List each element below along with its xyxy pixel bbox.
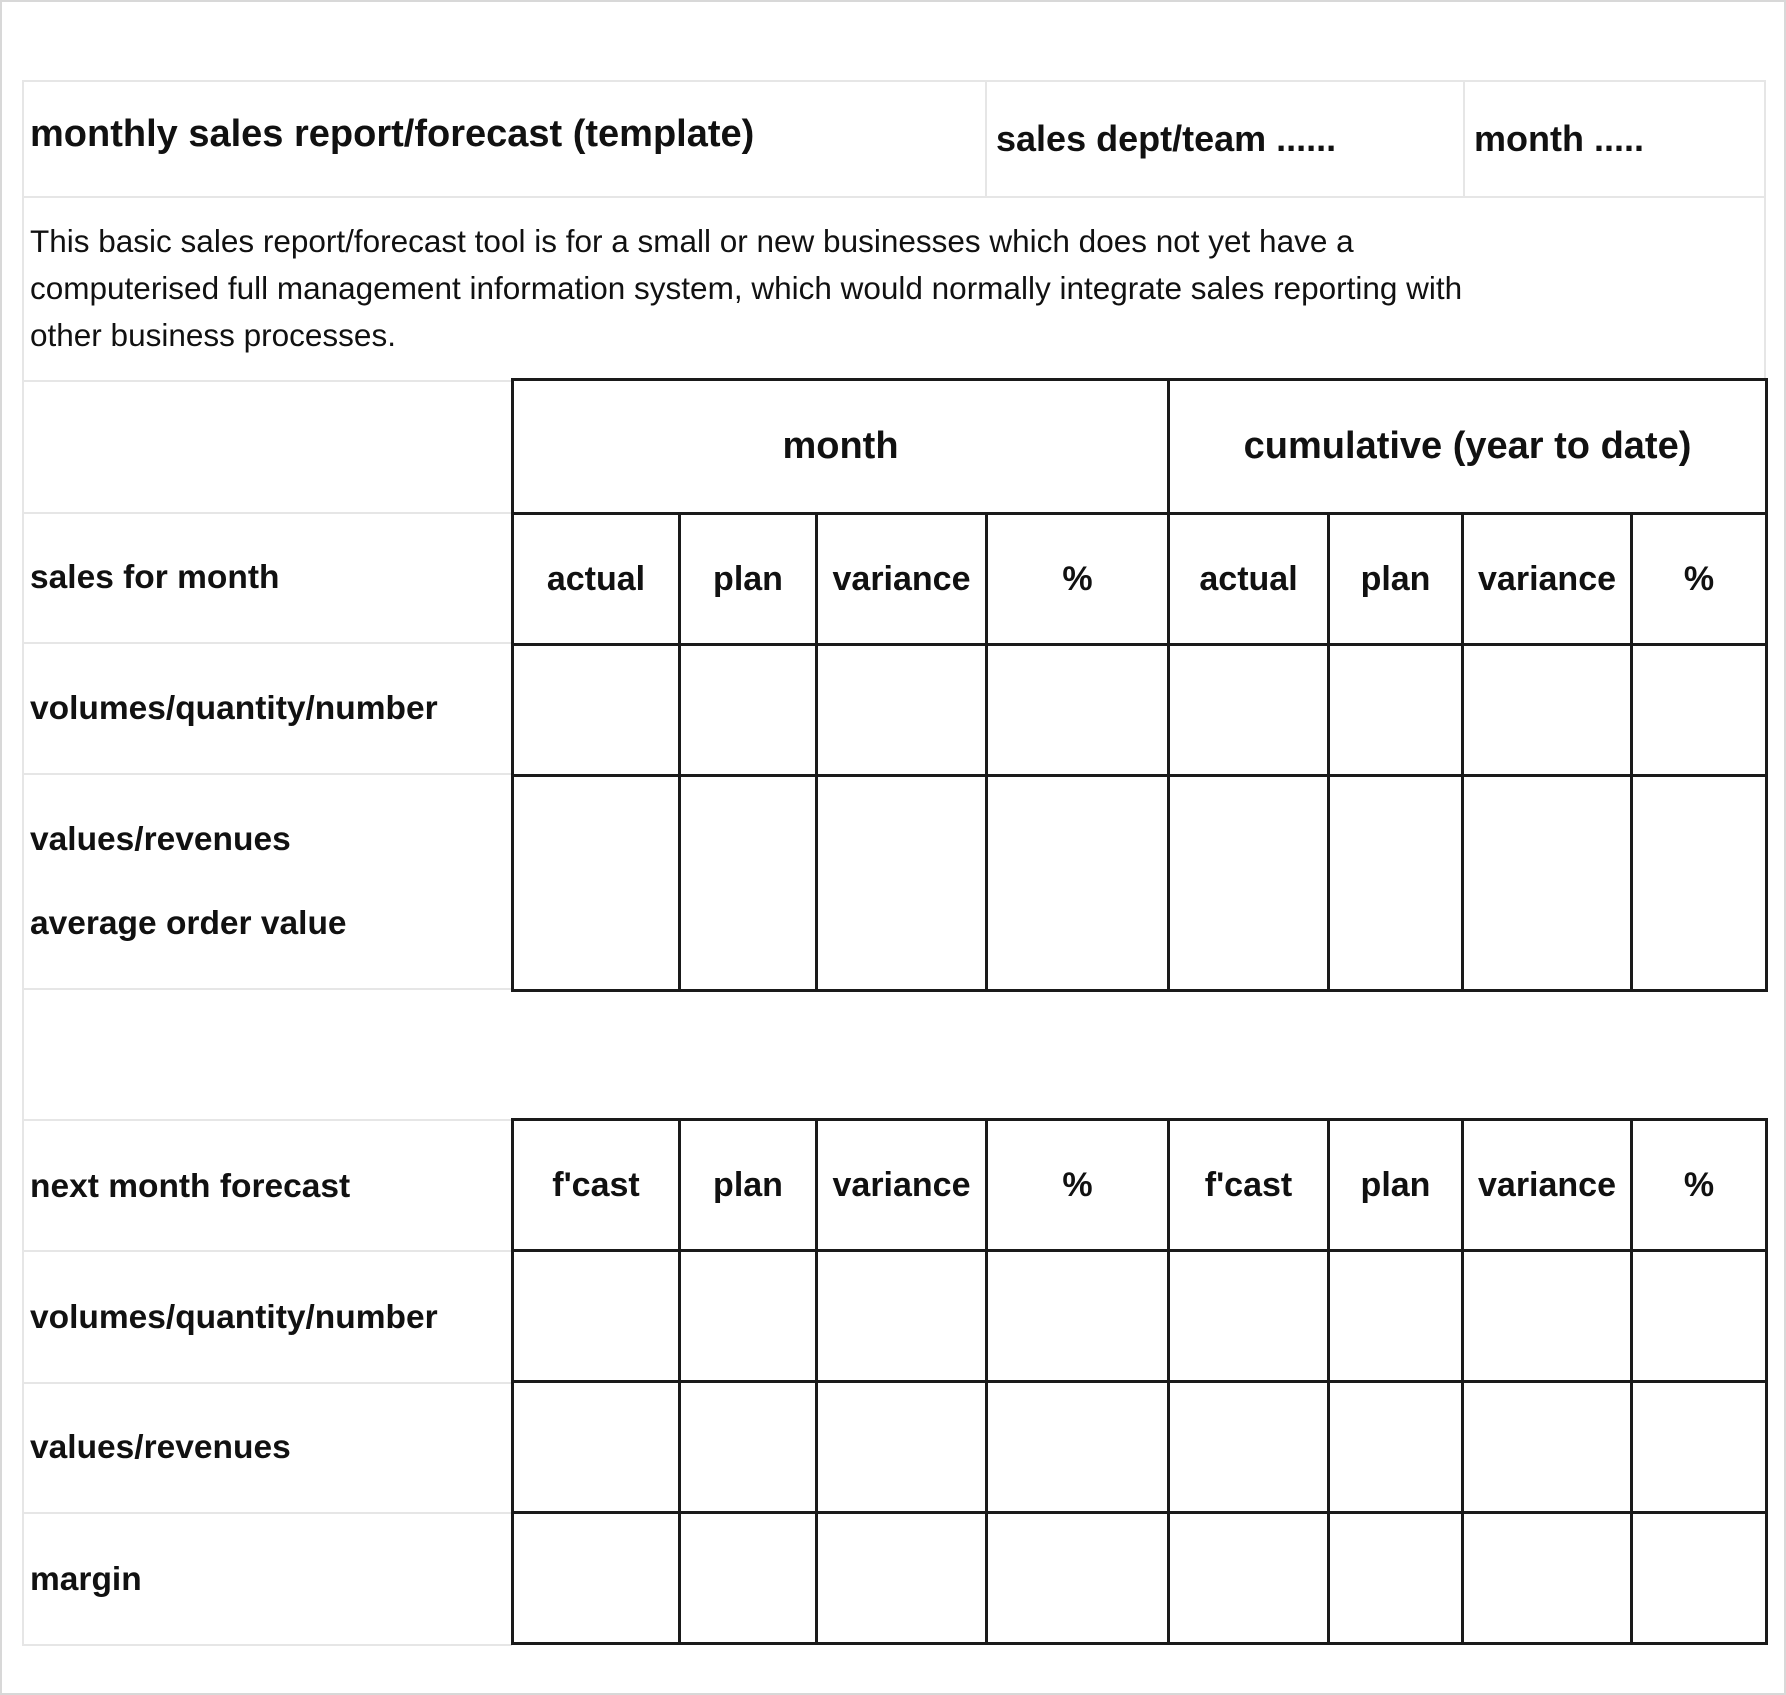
table-row-forecast-values	[513, 1382, 1767, 1513]
data-cell[interactable]	[1632, 645, 1767, 776]
data-cell[interactable]	[513, 776, 680, 991]
forecast-row-label-margin: margin	[30, 1561, 142, 1598]
data-cell[interactable]	[1463, 1513, 1632, 1644]
row-label-average-order: average order value	[30, 905, 347, 942]
gridline	[22, 196, 1764, 198]
forecast-table	[511, 1118, 1768, 1645]
gridline	[22, 1119, 512, 1121]
data-cell[interactable]	[1463, 1251, 1632, 1382]
column-header-ytd-percent: %	[1632, 514, 1767, 645]
data-cell[interactable]	[1329, 1251, 1463, 1382]
data-cell[interactable]	[817, 776, 987, 991]
header-row-label: sales for month	[30, 559, 280, 596]
data-cell[interactable]	[513, 645, 680, 776]
column-header-month-variance: variance	[817, 1120, 987, 1251]
data-cell[interactable]	[680, 1382, 817, 1513]
gridline	[22, 1644, 512, 1646]
column-header-month-plan: plan	[680, 1120, 817, 1251]
report-title: monthly sales report/forecast (template)	[30, 113, 755, 155]
data-cell[interactable]	[987, 645, 1169, 776]
data-cell[interactable]	[513, 1382, 680, 1513]
data-cell[interactable]	[817, 645, 987, 776]
sales-report-table	[511, 378, 1768, 992]
data-cell[interactable]	[1463, 776, 1632, 991]
data-cell[interactable]	[987, 1382, 1169, 1513]
data-cell[interactable]	[987, 776, 1169, 991]
gridline	[985, 80, 987, 196]
gridline	[22, 642, 512, 644]
gridline	[22, 1512, 512, 1514]
column-header-ytd-plan: plan	[1329, 514, 1463, 645]
data-cell[interactable]	[513, 1251, 680, 1382]
data-cell[interactable]	[1329, 776, 1463, 991]
table-row-forecast-volumes	[513, 1251, 1767, 1382]
gridline	[22, 512, 512, 514]
column-header-ytd-plan: plan	[1329, 1120, 1463, 1251]
table-row-values	[513, 776, 1767, 991]
table-row-volumes	[513, 645, 1767, 776]
data-cell[interactable]	[1169, 645, 1329, 776]
data-cell[interactable]	[1632, 776, 1767, 991]
data-cell[interactable]	[1169, 1382, 1329, 1513]
column-header-ytd-variance: variance	[1463, 514, 1632, 645]
data-cell[interactable]	[680, 776, 817, 991]
column-header-ytd-percent: %	[1632, 1120, 1767, 1251]
month-label: month .....	[1474, 118, 1644, 159]
data-cell[interactable]	[817, 1251, 987, 1382]
gridline	[22, 1382, 512, 1384]
gridline	[22, 80, 1764, 82]
data-cell[interactable]	[1632, 1382, 1767, 1513]
forecast-row-label-values: values/revenues	[30, 1429, 291, 1466]
column-header-ytd-fcast: f'cast	[1169, 1120, 1329, 1251]
group-header-row	[513, 380, 1767, 514]
data-cell[interactable]	[1463, 645, 1632, 776]
sales-dept-label: sales dept/team ......	[996, 118, 1337, 159]
gridline	[22, 1250, 512, 1252]
row-label-volumes: volumes/quantity/number	[30, 690, 438, 727]
gridline	[22, 988, 512, 990]
column-header-month-plan: plan	[680, 514, 817, 645]
data-cell[interactable]	[1329, 1513, 1463, 1644]
column-header-month-percent: %	[987, 1120, 1169, 1251]
data-cell[interactable]	[1329, 645, 1463, 776]
data-cell[interactable]	[1169, 1513, 1329, 1644]
table-row-forecast-margin	[513, 1513, 1767, 1644]
gridline	[22, 380, 512, 382]
column-header-month-percent: %	[987, 514, 1169, 645]
data-cell[interactable]	[817, 1382, 987, 1513]
data-cell[interactable]	[987, 1513, 1169, 1644]
group-header-cumulative: cumulative (year to date)	[1169, 380, 1767, 514]
column-header-month-actual: actual	[513, 514, 680, 645]
intro-paragraph: This basic sales report/forecast tool is for a small or new businesses which does not yet have a computerised full management information system, which would normally integrate sales reporting with other business processes.	[30, 223, 1463, 353]
data-cell[interactable]	[817, 1513, 987, 1644]
forecast-row-label-volumes: volumes/quantity/number	[30, 1299, 438, 1336]
row-label-values: values/revenues	[30, 821, 291, 858]
data-cell[interactable]	[680, 1513, 817, 1644]
gridline	[22, 80, 24, 1644]
data-cell[interactable]	[680, 1251, 817, 1382]
column-header-month-variance: variance	[817, 514, 987, 645]
column-header-ytd-variance: variance	[1463, 1120, 1632, 1251]
data-cell[interactable]	[1632, 1251, 1767, 1382]
gridline	[1463, 80, 1465, 196]
forecast-column-header-row	[513, 1120, 1767, 1251]
column-header-month-fcast: f'cast	[513, 1120, 680, 1251]
group-header-month: month	[513, 380, 1169, 514]
data-cell[interactable]	[1169, 776, 1329, 991]
column-header-row	[513, 514, 1767, 645]
data-cell[interactable]	[1329, 1382, 1463, 1513]
data-cell[interactable]	[1169, 1251, 1329, 1382]
data-cell[interactable]	[680, 645, 817, 776]
forecast-header-row-label: next month forecast	[30, 1168, 351, 1205]
column-header-ytd-actual: actual	[1169, 514, 1329, 645]
gridline	[22, 773, 512, 775]
data-cell[interactable]	[1463, 1382, 1632, 1513]
data-cell[interactable]	[987, 1251, 1169, 1382]
data-cell[interactable]	[1632, 1513, 1767, 1644]
data-cell[interactable]	[513, 1513, 680, 1644]
